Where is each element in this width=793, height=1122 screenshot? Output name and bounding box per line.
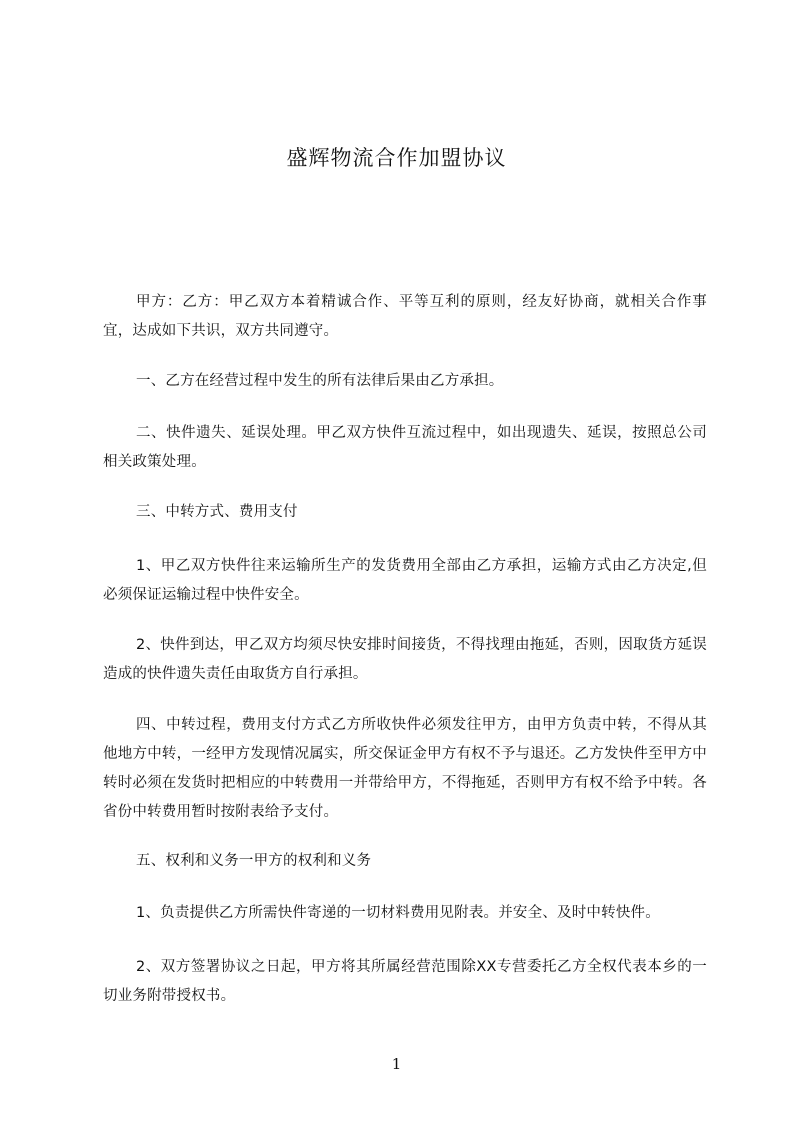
paragraph-clause-3-item-1: 1、甲乙双方快件往来运输所生产的发货费用全部由乙方承担，运输方式由乙方决定,但必须保证运输过程中快件安全。	[103, 558, 707, 603]
document-title: 盛辉物流合作加盟协议	[286, 146, 507, 170]
paragraph-clause-5-item-2: 2、双方签署协议之日起，甲方将其所属经营范围除XX专营委托乙方全权代表本乡的一切业务附带授权书。	[103, 959, 707, 1004]
paragraph-clause-3-item-2: 2、快件到达，甲乙双方均须尽快安排时间接货，不得找理由拖延，否则，因取货方延误造成的快件遗失责任由取货方自行承担。	[103, 637, 707, 682]
paragraph-clause-5-item-1: 1、负责提供乙方所需快件寄递的一切材料费用见附表。并安全、及时中转快件。	[136, 905, 660, 921]
paragraph-clause-4: 四、中转过程，费用支付方式乙方所收快件必须发往甲方，由甲方负责中转，不得从其他地方中转，一经甲方发现情况属实，所交保证金甲方有权不予与退还。乙方发快件至甲方中转时必须在发货时把相应的中转费用一并带给甲方，不得拖延，否则甲方有权不给予中转。各省份中转费用暂时按附表给予支付。	[103, 717, 707, 820]
paragraph-clause-5-heading: 五、权利和义务一甲方的权利和义务	[136, 853, 372, 869]
page-number: 1	[391, 1055, 402, 1073]
paragraph-clause-2: 二、快件遗失、延误处理。甲乙双方快件互流过程中，如出现遗失、延误，按照总公司相关政策处理。	[103, 425, 707, 470]
paragraph-clause-3-heading: 三、中转方式、费用支付	[136, 504, 298, 520]
paragraph-clause-1: 一、乙方在经营过程中发生的所有法律后果由乙方承担。	[136, 373, 504, 389]
paragraph-preamble: 甲方：乙方：甲乙双方本着精诚合作、平等互利的原则，经友好协商，就相关合作事宜，达成如下共识，双方共同遵守。	[103, 294, 707, 339]
